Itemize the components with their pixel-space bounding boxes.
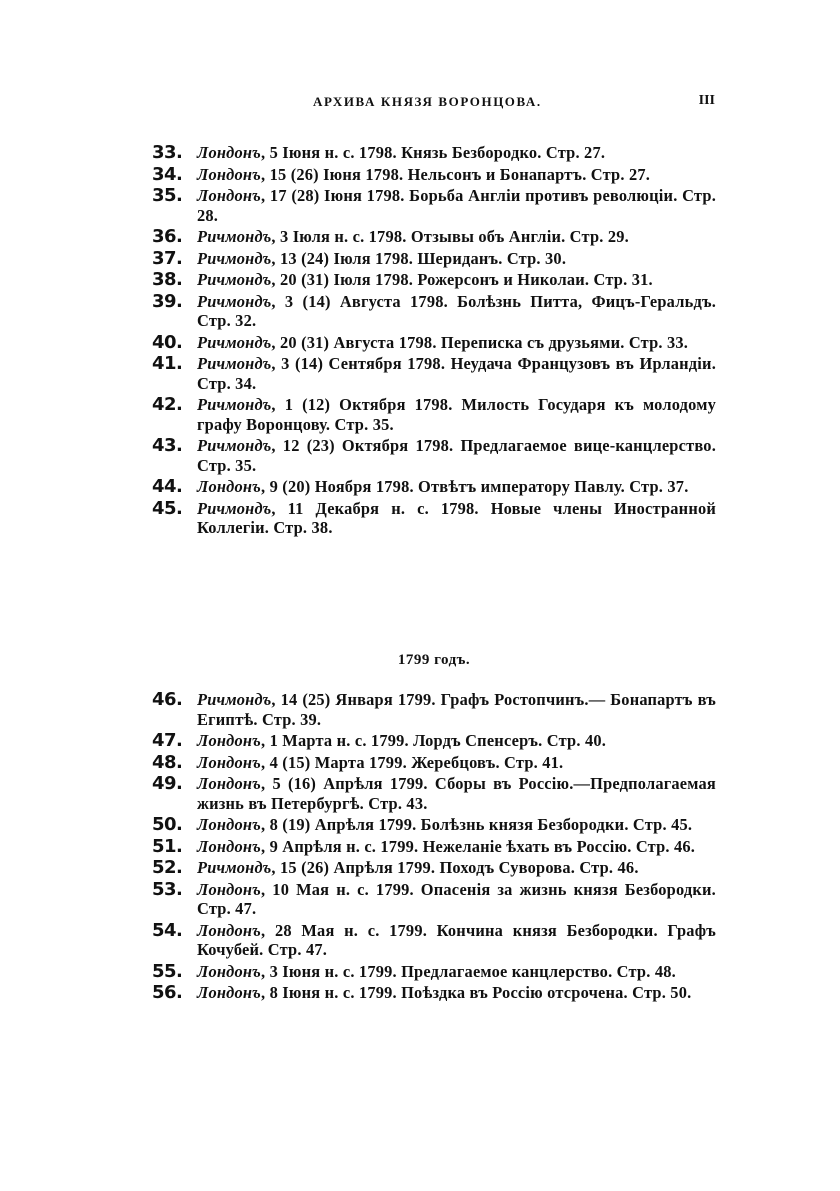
entry-place: Лондонъ xyxy=(197,983,262,1002)
entry xyxy=(152,333,716,353)
entry-number: 56. xyxy=(152,982,183,1003)
entry-place: Лондонъ xyxy=(197,920,262,940)
entry xyxy=(152,690,716,729)
entry-place: Лондонъ xyxy=(197,836,262,856)
entry-text: , 10 Мая н. с. 1799. Опасенія за жизнь князя Безбородки. Стр. 47. xyxy=(197,879,716,918)
entry xyxy=(152,731,716,751)
entry-place: Ричмондъ xyxy=(197,395,272,414)
entry-text: , 20 (31) Іюля 1798. Рожерсонъ и Николаи. Стр. 31. xyxy=(271,270,653,289)
page-header xyxy=(195,92,715,116)
entry-place: Лондонъ xyxy=(197,752,262,772)
entry xyxy=(152,753,716,773)
entry-text: , 4 (15) Марта 1799. Жеребцовъ. Стр. 41. xyxy=(261,752,564,772)
entry-place: Лондонъ xyxy=(197,815,262,834)
entry-number: 37. xyxy=(152,247,183,269)
entry-place: Лондонъ xyxy=(197,774,262,793)
running-head: АРХИВА КНЯЗЯ ВОРОНЦОВА. xyxy=(313,94,542,109)
entry xyxy=(152,477,716,497)
entry xyxy=(152,165,716,185)
entries-1799 xyxy=(152,690,716,1005)
entry xyxy=(152,962,716,982)
entry-text: , 3 (14) Августа 1798. Болѣзнь Питта, Фицъ-Геральдъ. Стр. 32. xyxy=(197,291,716,330)
entry xyxy=(152,143,716,163)
entry-place: Ричмондъ xyxy=(197,498,272,518)
entry-number: 34. xyxy=(152,163,183,185)
page-number: III xyxy=(698,93,715,108)
entry-number: 33. xyxy=(152,142,183,163)
entry xyxy=(152,270,716,290)
entry xyxy=(152,837,716,857)
entry-text: , 15 (26) Апрѣля 1799. Походъ Суворова. Стр. 46. xyxy=(271,858,639,877)
entry-text: , 5 (16) Апрѣля 1799. Сборы въ Россію.—Предполагаемая жизнь въ Петербургѣ. Стр. 43. xyxy=(197,774,716,813)
entry-number: 38. xyxy=(152,269,183,290)
entry-text: , 15 (26) Іюня 1798. Нельсонъ и Бонапартъ. Стр. 27. xyxy=(261,164,651,184)
entry-text: , 14 (25) Января 1799. Графъ Ростопчинъ.— Бонапартъ въ Египтѣ. Стр. 39. xyxy=(197,690,716,729)
entry-text: , 9 Апрѣля н. с. 1799. Нежеланіе ѣхать въ Россію. Стр. 46. xyxy=(261,836,696,856)
entry-place: Ричмондъ xyxy=(197,248,272,268)
entry-place: Лондонъ xyxy=(197,731,262,750)
entry-number: 39. xyxy=(152,290,183,312)
entry-text: , 13 (24) Іюля 1798. Шериданъ. Стр. 30. xyxy=(271,248,567,268)
entry-number: 54. xyxy=(152,919,183,941)
entry-number: 43. xyxy=(152,435,183,456)
entry-text: , 20 (31) Августа 1798. Переписка съ друзьями. Стр. 33. xyxy=(271,332,689,352)
entry-number: 55. xyxy=(152,960,183,982)
entry-number: 45. xyxy=(152,497,183,519)
entry-text: , 28 Мая н. с. 1799. Кончина князя Безбородки. Графъ Кочубей. Стр. 47. xyxy=(197,920,716,959)
entry-text: , 17 (28) Іюня 1798. Борьба Англіи противъ революціи. Стр. 28. xyxy=(197,186,716,225)
entry-place: Лондонъ xyxy=(197,879,262,899)
entry-number: 50. xyxy=(152,814,183,835)
entry xyxy=(152,395,716,434)
entry-place: Ричмондъ xyxy=(197,354,272,373)
entry xyxy=(152,815,716,835)
entry-place: Лондонъ xyxy=(197,143,262,162)
entry-number: 46. xyxy=(152,689,183,710)
entry-number: 48. xyxy=(152,751,183,773)
entry-number: 53. xyxy=(152,878,183,900)
entry-number: 52. xyxy=(152,857,183,878)
entry xyxy=(152,880,716,919)
entry-text: , 9 (20) Ноября 1798. Отвѣтъ императору Павлу. Стр. 37. xyxy=(261,477,689,496)
entry-place: Лондонъ xyxy=(197,186,262,205)
entry-number: 36. xyxy=(152,226,183,247)
entry-place: Ричмондъ xyxy=(197,690,272,709)
entry-place: Ричмондъ xyxy=(197,858,272,877)
entry xyxy=(152,186,716,225)
entry xyxy=(152,983,716,1003)
entry-number: 44. xyxy=(152,476,183,497)
entry-text: , 1 Марта н. с. 1799. Лордъ Спенсеръ. Стр. 40. xyxy=(261,731,607,750)
entry-text: , 3 Іюля н. с. 1798. Отзывы объ Англіи. Стр. 29. xyxy=(271,227,629,246)
entry-number: 49. xyxy=(152,773,183,794)
entry xyxy=(152,499,716,538)
entry-place: Лондонъ xyxy=(197,164,262,184)
entry-number: 42. xyxy=(152,394,183,415)
entry-number: 51. xyxy=(152,835,183,857)
entry-number: 35. xyxy=(152,185,183,206)
entry-place: Лондонъ xyxy=(197,477,262,496)
entry-text: , 3 Іюня н. с. 1799. Предлагаемое канцлерство. Стр. 48. xyxy=(261,961,676,981)
entry xyxy=(152,921,716,960)
entry-text: , 1 (12) Октября 1798. Милость Государя къ молодому графу Воронцову. Стр. 35. xyxy=(197,395,716,434)
entry xyxy=(152,354,716,393)
section-heading-1799: 1799 годъ. xyxy=(397,652,471,668)
entry xyxy=(152,249,716,269)
entry-place: Ричмондъ xyxy=(197,332,272,352)
entries-1798 xyxy=(152,143,716,540)
entry-text: , 12 (23) Октября 1798. Предлагаемое вице-канцлерство. Стр. 35. xyxy=(197,436,716,475)
entry-text: , 8 (19) Апрѣля 1799. Болѣзнь князя Безбородки. Стр. 45. xyxy=(261,815,693,834)
entry-place: Ричмондъ xyxy=(197,291,272,311)
entry-number: 40. xyxy=(152,331,183,353)
entry-place: Лондонъ xyxy=(197,961,262,981)
entry-text: , 8 Іюня н. с. 1799. Поѣздка въ Россію отсрочена. Стр. 50. xyxy=(261,983,692,1002)
entry xyxy=(152,227,716,247)
entry-number: 41. xyxy=(152,353,183,374)
entry-place: Ричмондъ xyxy=(197,270,272,289)
entry-text: , 5 Іюня н. с. 1798. Князь Безбородко. Стр. 27. xyxy=(261,143,606,162)
entry-text: , 11 Декабря н. с. 1798. Новые члены Иностранной Коллегіи. Стр. 38. xyxy=(197,498,716,537)
entry-place: Ричмондъ xyxy=(197,227,272,246)
entry-place: Ричмондъ xyxy=(197,436,272,455)
entry xyxy=(152,858,716,878)
entry-text: , 3 (14) Сентября 1798. Неудача Французовъ въ Ирландіи. Стр. 34. xyxy=(197,354,716,393)
entry xyxy=(152,292,716,331)
entry xyxy=(152,774,716,813)
entry-number: 47. xyxy=(152,730,183,751)
entry xyxy=(152,436,716,475)
